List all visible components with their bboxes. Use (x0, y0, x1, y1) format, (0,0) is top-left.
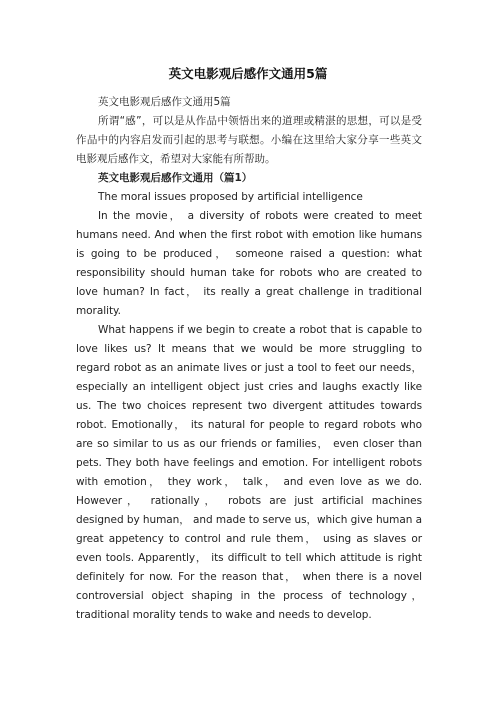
paragraph: 所谓“感”，可以是从作品中领悟出来的道理或精湛的思想，可以是受作品中的内容启发而引起的思考与联想。小编在这里给大家分享一些英文电影观后感作文，希望对大家能有所帮助。 (76, 115, 422, 165)
section-heading: 英文电影观后感作文通用（篇1） (98, 172, 253, 184)
document-body (76, 93, 422, 625)
paragraph: What happens if we begin to create a robot that is capable to love likes us? It means that we would be more struggling to regard robot as an animate lives or just a tool to feet our needs， especially an intelligent object just cries and laughs exactly like us. The two choices represent two divergent attitudes towards robot. Emotionally， its natural for people to regard robots who are so similar to us as our friends or families， even closer than pets. They both have feelings and emotion. For intelligent robots with emotion， they work， talk， and even love as we do. However， rationally， robots are just artificial machines designed by human， and made to serve us，which give human a great appetency to control and rule them， using as slaves or even tools. Apparently， its difficult to tell which attitude is right definitely for now. For the reason that， when there is a novel controversial object shaping in the process of technology， traditional morality tends to wake and needs to develop. (76, 324, 422, 621)
paragraph: 英文电影观后感作文通用5篇 (98, 96, 231, 108)
document-title: 英文电影观后感作文通用5篇 (168, 66, 328, 81)
paragraph: In the movie， a diversity of robots were created to meet humans need. And when the first robot with emotion like humans is going to be produced， someone raised a question: what responsibility should human take for robots who are created to love human? In fact， its really a great challenge in traditional morality. (76, 210, 422, 317)
paragraph: The moral issues proposed by artificial intelligence (98, 191, 363, 203)
